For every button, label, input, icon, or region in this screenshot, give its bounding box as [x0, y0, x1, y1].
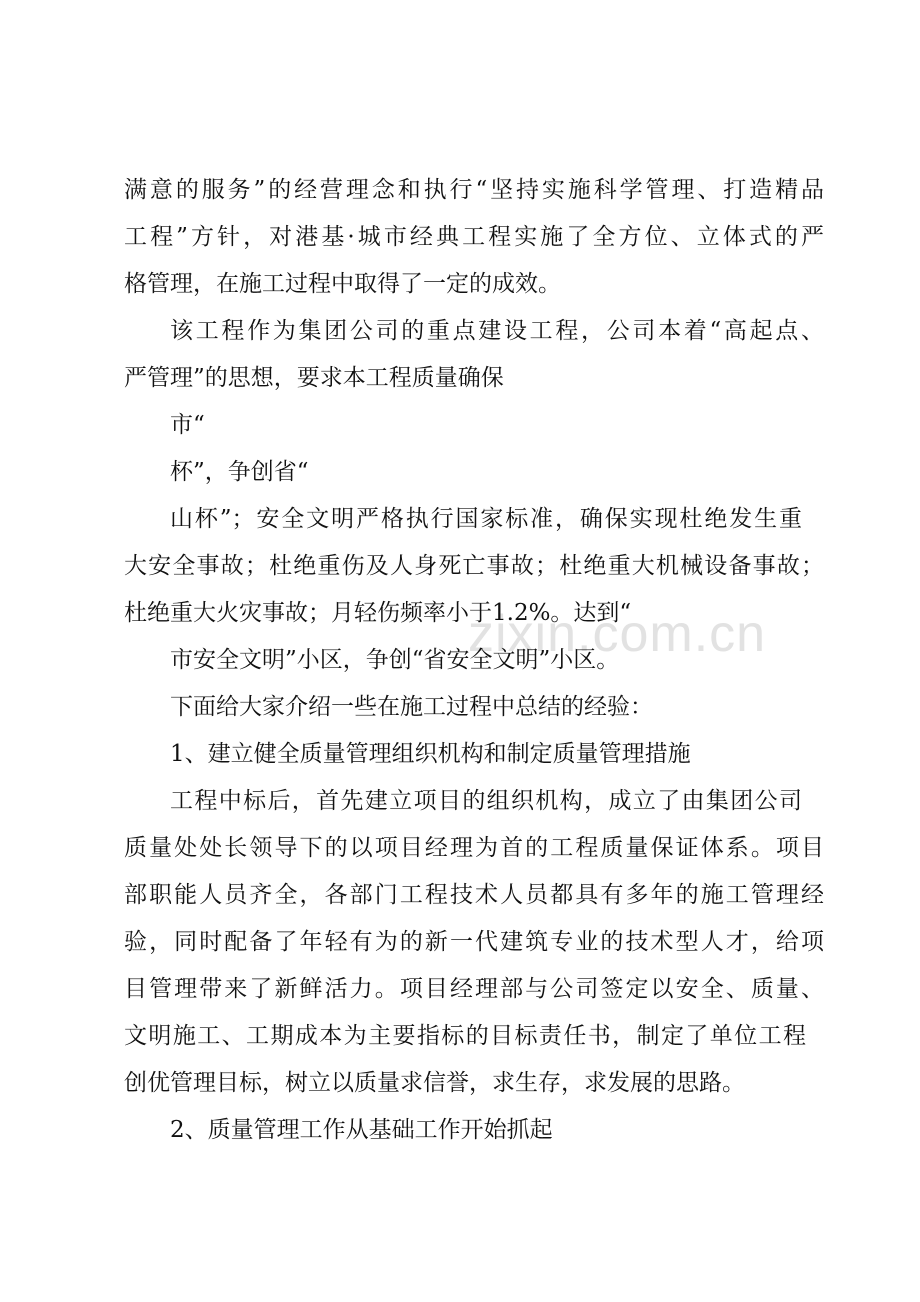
text-line: 工程”方针，对港基·城市经典工程实施了全方位、立体式的严: [124, 224, 824, 250]
text-line: 该工程作为集团公司的重点建设工程，公司本着“高起点、: [170, 318, 824, 344]
text-line: 部职能人员齐全，各部门工程技术人员都具有多年的施工管理经: [124, 882, 824, 908]
text-line: 市安全文明”小区，争创“省安全文明”小区。: [170, 647, 620, 673]
text-line: 杜绝重大火灾事故；月轻伤频率小于1.2%。达到“: [124, 600, 632, 626]
text-line: 验，同时配备了年轻有为的新一代建筑专业的技术型人才，给项: [124, 929, 824, 955]
text-line: 下面给大家介绍一些在施工过程中总结的经验：: [170, 694, 653, 720]
text-line: 文明施工、工期成本为主要指标的目标责任书，制定了单位工程: [124, 1023, 806, 1049]
text-line: 目管理带来了新鲜活力。项目经理部与公司签定以安全、质量、: [124, 976, 824, 1002]
text-line: 山杯”；安全文明严格执行国家标准，确保实现杜绝发生重: [170, 506, 802, 532]
text-line: 满意的服务”的经营理念和执行“坚持实施科学管理、打造精品: [124, 177, 824, 203]
text-line: 质量处处长领导下的以项目经理为首的工程质量保证体系。项目: [124, 835, 824, 861]
text-line: 市“: [170, 412, 205, 438]
watermark: zixin.com.cn: [468, 605, 767, 663]
text-line: 创优管理目标，树立以质量求信誉，求生存，求发展的思路。: [124, 1070, 745, 1096]
section-heading: 2、质量管理工作从基础工作开始抓起: [170, 1117, 553, 1143]
text-line: 严管理”的思想，要求本工程质量确保: [124, 365, 504, 391]
text-line: 工程中标后，首先建立项目的组织机构，成立了由集团公司: [170, 788, 802, 814]
section-heading: 1、建立健全质量管理组织机构和制定质量管理措施: [170, 741, 691, 767]
text-line: 杯”，争创省“: [170, 459, 309, 485]
text-line: 大安全事故；杜绝重伤及人身死亡事故；杜绝重大机械设备事故；: [124, 553, 824, 579]
text-line: 格管理，在施工过程中取得了一定的成效。: [124, 271, 561, 297]
